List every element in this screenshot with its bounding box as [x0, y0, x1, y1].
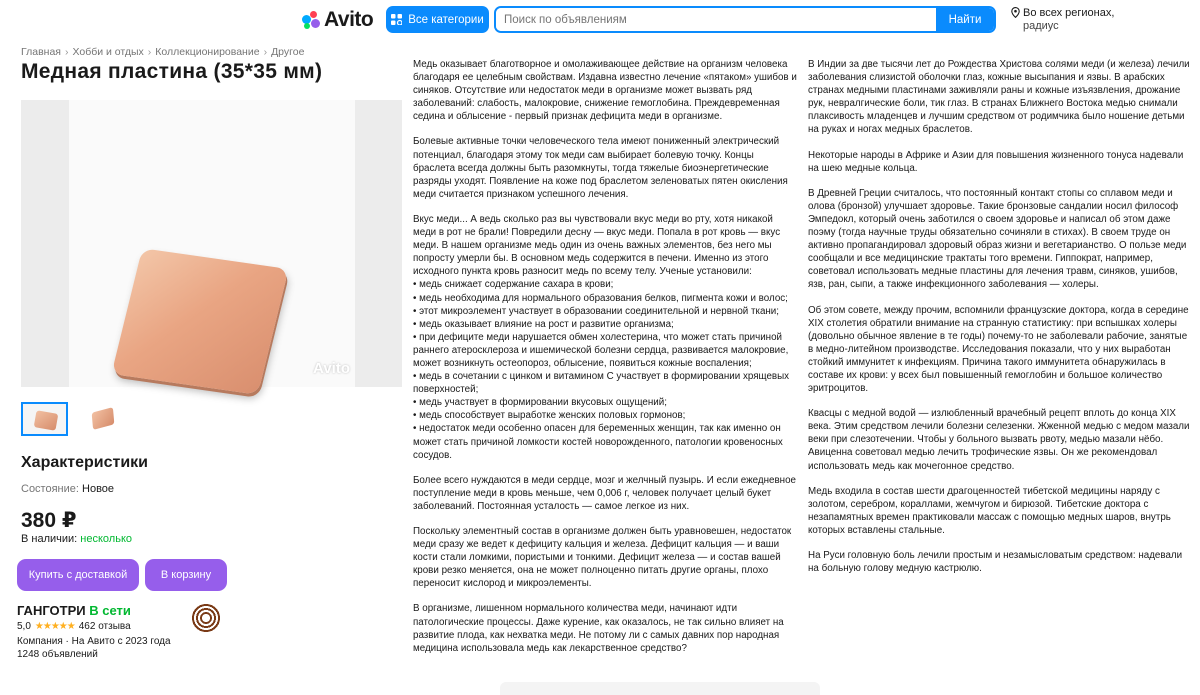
chevron-right-icon: ›: [64, 46, 69, 58]
seller-name-row[interactable]: [17, 603, 131, 618]
region-line-1: Во всех регионах,: [1023, 7, 1115, 19]
seller-ads-count[interactable]: 1248 объявлений: [17, 649, 98, 660]
main-photo[interactable]: [21, 100, 402, 387]
stock-row: [21, 533, 132, 545]
description-paragraph: Квасцы с медной водой — излюбленный врачебный рецепт вплоть до конца XIX века. Этим средством лечили болезни селезенки. Жженной медью с медом мазали веки при слезотечении. Чтобы у больного вызвать рвоту, медью мазали нёбо. Авиценна советовал медью лечить трофические язвы. Он же рекомендовал использовать медь как мочегонное средство.: [808, 408, 1190, 472]
price: 380 ₽: [21, 509, 77, 532]
stock-value: несколько: [80, 533, 133, 545]
avito-watermark: Avito: [313, 360, 350, 377]
seller-rating[interactable]: [17, 621, 131, 632]
seller-meta: [17, 635, 171, 661]
thumbnail-plate-image: [92, 407, 115, 430]
description-paragraph: Вкус меди... А ведь сколько раз вы чувствовали вкус меди во рту, хотя никакой меди в рот не брали! Повредили десну — вкус меди. Попала в рот кровь — вкус меди. В нашем организме медь один из очень важных элементов, без него мы попросту умерли бы. В основном медь содержится в печени. Именно из этого исходного пункта кровь разносит медь по всему телу. Ученые установили: • медь снижает содержание сахара в крови; • медь необходима для нормального образования белков, пигмента кожи и волос; • этот микроэлемент участвует в образовании соединительной и нервной ткани; • медь оказывает влияние на рост и развитие организма; • при дефиците меди нарушается обмен холестерина, что может стать причиной раннего атеросклероза и ишемической болезни сердца, развивается малокровие, может возникнуть остеопороз, облысение, появиться кожные воспаления; • медь в сочетании с цинком и витамином С участвует в формировании хрящевых поверхностей; • медь участвует в формировании вкусовых ощущений; • медь способствует выработке женских половых гормонов; • недостаток меди особенно опасен для беременных женщин, так как именно он может стать причиной ломкости костей новорожденного, патологии кровеносных сосудов.: [413, 213, 790, 461]
top-header: [0, 0, 1200, 40]
breadcrumb-collecting[interactable]: Коллекционирование: [155, 46, 260, 58]
reviews-count: 462 отзыва: [78, 621, 131, 632]
all-categories-label: Все категории: [408, 13, 484, 26]
specs-heading: Характеристики: [21, 454, 149, 471]
description-paragraph: Медь оказывает благотворное и омолаживающее действие на организм человека благодаря ее целебным свойствам. Издавна известно лечение «пятаком» ушибов и синяков. Отсутствие или недостаток меди в организме может вызвать ряд заболеваний: слабость, малокровие, снижение гемоглобина. Преждевременная седина и облысение - первый признак дефицита меди в организме.: [413, 59, 797, 123]
condition-value: Новое: [82, 483, 115, 495]
thumbnail-plate-image: [34, 410, 59, 431]
description-paragraph: Болевые активные точки человеческого тела имеют пониженный электрический потенциал, благодаря этому ток меди сам выбирает болевую точку. Концы браслета всегда должны быть разомкнуты, тогда тяжелые биоэнергетические разряды уходят. Появление на коже под браслетом зеленоватых пятен окисления меди считается признаком успешного лечения.: [413, 136, 788, 200]
chevron-right-icon: ›: [263, 46, 268, 58]
description-column-1: [413, 58, 797, 667]
seller-company-info: Компания · На Авито с 2023 года: [17, 636, 171, 647]
page-title: Медная пластина (35*35 мм): [21, 60, 323, 83]
description-paragraph: Медь входила в состав шести драгоценностей тибетской медицины наряду с золотом, серебром, кораллами, жемчугом и бирюзой. Тибетские доктора с незапамятных времен практиковали массаж с помощью медных шаров, внутрь которых вставлены стальные.: [808, 485, 1171, 536]
breadcrumb-home[interactable]: Главная: [21, 46, 61, 58]
breadcrumb-hobby[interactable]: Хобби и отдых: [72, 46, 144, 58]
description-paragraph: В Древней Греции считалось, что постоянный контакт стопы со сплавом меди и олова (бронзой) улучшает здоровье. Такие бронзовые сандалии носил философ Эмпедокл, который очень заботился о своем здоровье и написал об этом даже поэму (тогда научные труды обязательно сочиняли в стихах). В своем труде он активно пропагандировал здоровый образ жизни и вегетарианство. О пользе меди сообщали и все медицинские трактаты того времени. Гиппократ, например, советовал использовать медные пластины для лечения травм, синяков, ушибов, язв, ран, сыпи, а также инфекционного заболевания — холеры.: [808, 187, 1187, 291]
chevron-right-icon: ›: [147, 46, 152, 58]
logo-text: Avito: [324, 8, 374, 31]
buy-with-delivery-button[interactable]: Купить с доставкой: [17, 559, 139, 591]
breadcrumb-other[interactable]: Другое: [271, 46, 305, 58]
thumbnail-2[interactable]: [80, 402, 127, 436]
star-rating-icon: ★★★★★: [34, 621, 75, 632]
add-to-cart-button[interactable]: В корзину: [145, 559, 227, 591]
condition-row: [21, 483, 114, 495]
copper-plate-image: [111, 248, 288, 395]
region-line-2: радиус: [1023, 20, 1059, 32]
condition-label: Состояние:: [21, 483, 79, 495]
search-button[interactable]: Найти: [936, 8, 994, 31]
breadcrumb: [21, 46, 304, 58]
all-categories-button[interactable]: [386, 6, 489, 33]
avito-logo[interactable]: [302, 8, 373, 32]
region-selector[interactable]: [1011, 7, 1114, 33]
description-paragraph: Более всего нуждаются в меди сердце, мозг и желчный пузырь. И если ежедневное поступление меди в кровь меньше, чем 0,006 г, человек получает целый букет заболеваний. Постоянная усталость — самое легкое из них.: [413, 474, 796, 512]
thumbnail-1[interactable]: [21, 402, 68, 436]
seller-name: ГАНГОТРИ: [17, 603, 86, 618]
rating-value: 5,0: [17, 621, 31, 632]
seller-online-status: В сети: [89, 603, 131, 618]
description-paragraph: В Индии за две тысячи лет до Рождества Христова солями меди (и железа) лечили заболевания слизистой оболочки глаз, кожные высыпания и язвы. В арабских странах медными пластинами заживляли раны и кожные изъязвления, дрожание рук, невралгические боли, тик глаз. В странах Ближнего Востока медью снимали плаксивость младенцев и лучшим средством от родимчика было ношение детьми на руках и ногах медных браслетов.: [808, 59, 1190, 136]
seller-avatar[interactable]: [190, 602, 222, 634]
search-input[interactable]: [496, 8, 936, 31]
location-pin-icon: [1011, 7, 1020, 18]
category-grid-icon: [391, 14, 402, 25]
stock-label: В наличии:: [21, 533, 78, 545]
description-paragraph: В организме, лишенном нормального количества меди, начинают идти патологические процессы. Даже курение, как оказалось, не так сильно влияет на развитие плода, как нехватка меди. Не потому ли с самых давних пор народная медицина использовала медь как лекарственное средство?: [413, 603, 784, 654]
bottom-overlay: [500, 682, 820, 695]
description-paragraph: Некоторые народы в Африке и Азии для повышения жизненного тонуса надевали на шею медные кольца.: [808, 149, 1184, 174]
logo-dots-icon: [302, 11, 320, 29]
search-bar: [494, 6, 996, 33]
thumbnail-strip: [21, 402, 127, 436]
description-column-2: [808, 58, 1190, 587]
description-paragraph: Поскольку элементный состав в организме должен быть уравновешен, недостаток меди сразу же ведет к дефициту кальция и железа. Дефицит кальция — и ваши кости стали ломкими, пористыми и тонкими. Дефицит железа — и состав вашей крови резко меняется, она не может полноценно питать другие органы, плохо переносит кислород и микроэлементы.: [413, 526, 792, 590]
description-paragraph: На Руси головную боль лечили простым и незамысловатым средством: надевали на больную голову медную кастрюлю.: [808, 550, 1183, 575]
description-paragraph: Об этом совете, между прочим, вспомнили французские доктора, когда в середине XIX столетия обратили внимание на странную статистику: при вспышках холеры (довольно обычное явление в те годы) почему-то не заболевали рабочие, занятые в медно-литейном производстве. Исследования показали, что у них выработан стойкий иммунитет к инфекциям. Причина такого иммунитета обнаружилась в составе их крови: у всех был повышенный гемоглобин и большое количество эритроцитов.: [808, 304, 1189, 395]
